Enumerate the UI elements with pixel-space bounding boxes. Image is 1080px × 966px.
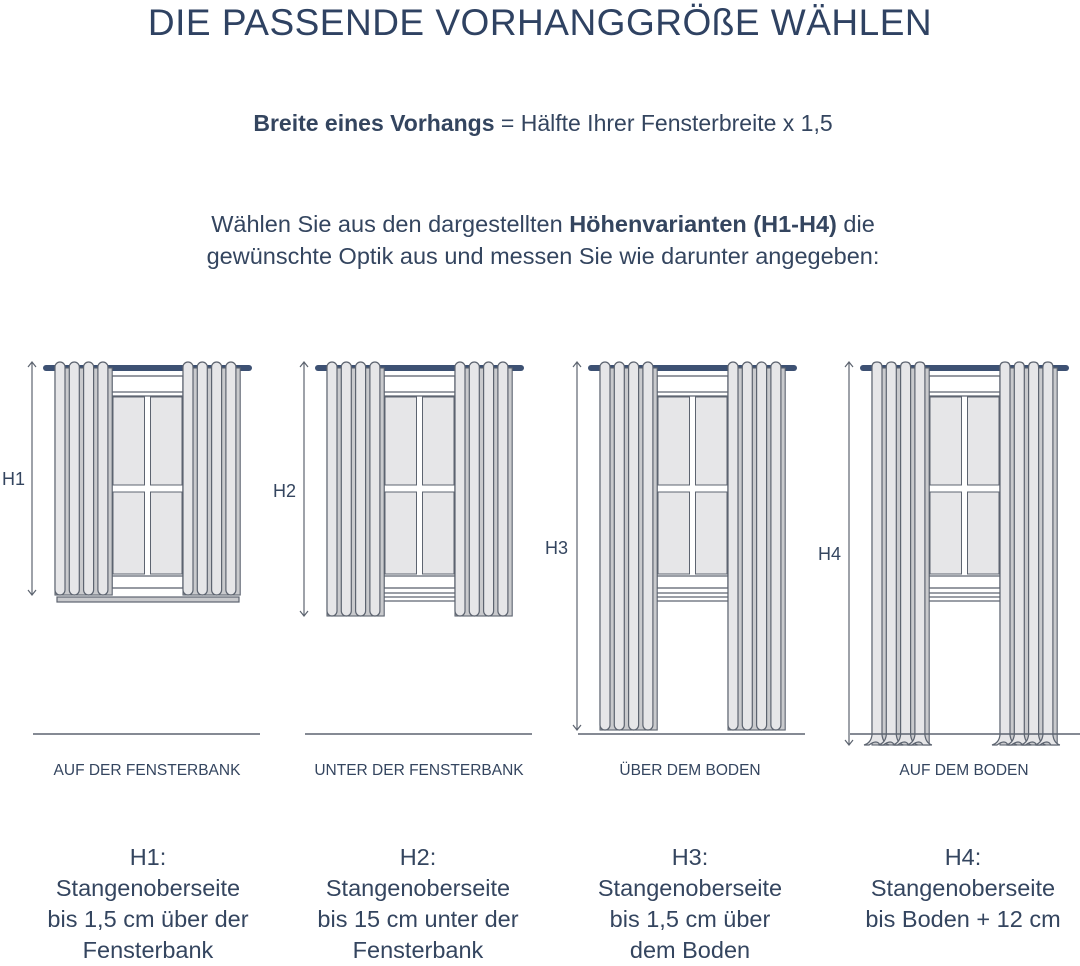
description-title: H1:	[129, 844, 167, 870]
description-line: bis 15 cm unter der	[317, 906, 519, 932]
instructions-pre: Wählen Sie aus den dargestellten	[211, 211, 570, 237]
description-line: bis 1,5 cm über der	[47, 906, 249, 932]
description-title: H4:	[944, 844, 982, 870]
instructions-bold: Höhenvarianten (H1-H4)	[569, 211, 837, 237]
description-h1	[13, 842, 283, 966]
curtain-panel-1	[28, 362, 260, 734]
description-line: bis Boden + 12 cm	[865, 906, 1061, 932]
description-line: Stangenoberseite	[325, 875, 511, 901]
height-label-h3: H3	[545, 538, 569, 558]
curtain-panel-2	[300, 362, 532, 734]
description-line: dem Boden	[629, 937, 751, 963]
description-line: Stangenoberseite	[55, 875, 241, 901]
description-line: bis 1,5 cm über	[609, 906, 771, 932]
description-line: Stangenoberseite	[870, 875, 1056, 901]
curtain-panel-3	[573, 362, 805, 734]
description-title: H3:	[671, 844, 709, 870]
description-h3	[555, 842, 825, 966]
caption-h1: AUF DER FENSTERBANK	[53, 762, 241, 779]
description-line: Fensterbank	[352, 937, 484, 963]
caption-h2: UNTER DER FENSTERBANK	[314, 762, 524, 779]
description-line: Fensterbank	[82, 937, 214, 963]
curtain-panel-4	[845, 362, 1080, 745]
caption-h4: AUF DEM BODEN	[899, 762, 1029, 779]
height-label-h1: H1	[2, 469, 26, 489]
description-h2	[283, 842, 553, 966]
description-title: H2:	[399, 844, 437, 870]
caption-h3: ÜBER DEM BODEN	[619, 762, 761, 779]
description-line: Stangenoberseite	[597, 875, 783, 901]
description-h4	[828, 842, 1080, 935]
height-label-h2: H2	[273, 481, 297, 501]
instructions-post: die	[836, 211, 875, 237]
page-title: DIE PASSENDE VORHANGGRÖßE WÄHLEN	[147, 2, 933, 43]
instructions-line-2: gewünschte Optik aus und messen Sie wie darunter angegeben:	[206, 243, 880, 269]
height-label-h4: H4	[818, 544, 842, 564]
formula-rest: = Hälfte Ihrer Fensterbreite x 1,5	[494, 110, 833, 136]
formula-bold: Breite eines Vorhangs	[253, 110, 495, 136]
